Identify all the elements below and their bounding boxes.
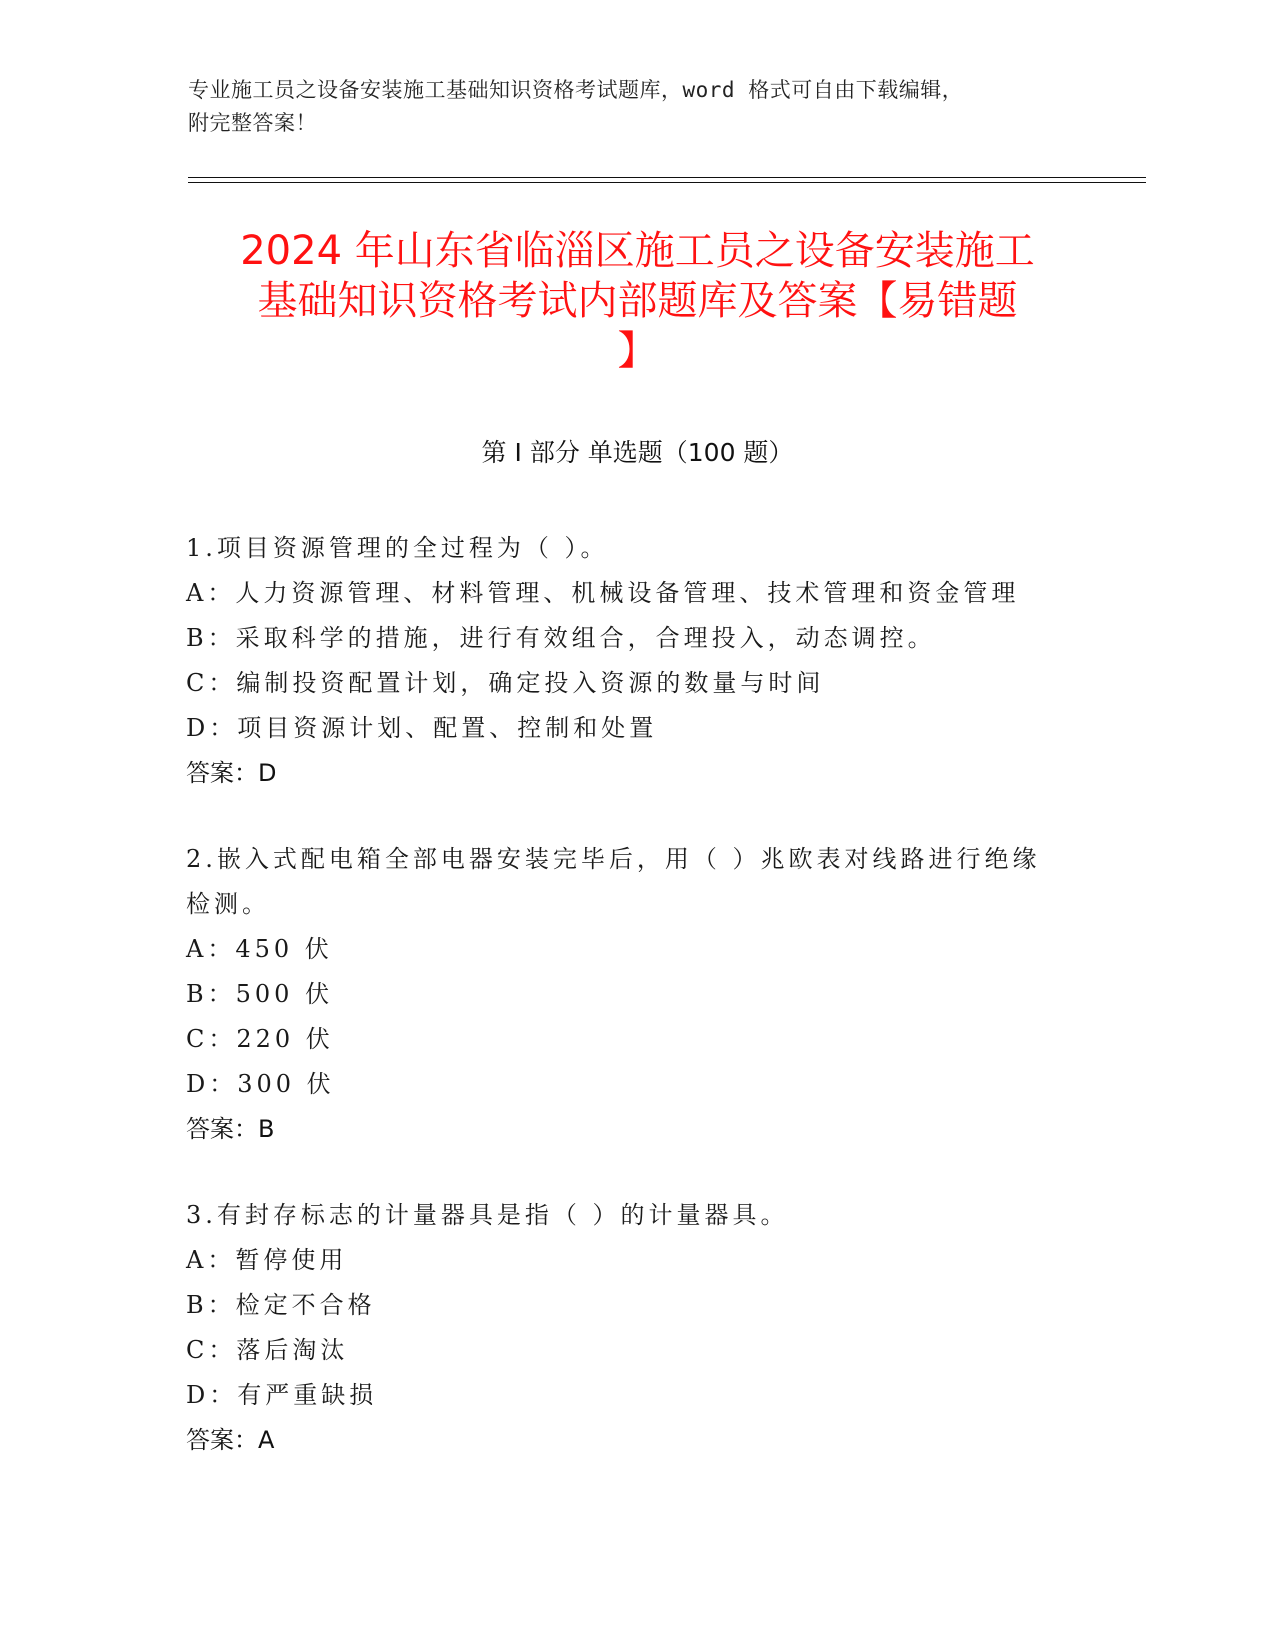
question-stem-continued: 检测。: [186, 890, 270, 918]
option-d: D：300 伏: [186, 1070, 335, 1098]
header-note-line: 专业施工员之设备安装施工基础知识资格考试题库，word 格式可自由下载编辑，: [188, 78, 964, 102]
question-stem: 2.嵌入式配电箱全部电器安装完毕后，用（ ）兆欧表对线路进行绝缘: [186, 845, 1041, 873]
option-d: D：项目资源计划、配置、控制和处置: [186, 714, 658, 742]
section-title: 第 I 部分 单选题（100 题）: [481, 438, 794, 467]
answer-line: 答案：D: [186, 759, 277, 787]
question-stem: 3.有封存标志的计量器具是指（ ）的计量器具。: [186, 1201, 789, 1229]
option-c: C：编制投资配置计划，确定投入资源的数量与时间: [186, 669, 825, 697]
option-c: C：落后淘汰: [186, 1336, 349, 1364]
document-title-line: 基础知识资格考试内部题库及答案【易错题: [257, 278, 1018, 324]
question-item: [186, 837, 1086, 1152]
header-note: [188, 74, 1088, 140]
answer-line: 答案：A: [186, 1426, 275, 1454]
answer-line: 答案：B: [186, 1115, 275, 1143]
document-title-line: 】: [617, 328, 658, 374]
option-a: A：人力资源管理、材料管理、机械设备管理、技术管理和资金管理: [186, 579, 1020, 607]
header-note-line: 附完整答案！: [188, 111, 317, 135]
option-a: A：450 伏: [186, 935, 333, 963]
header-divider-bottom: [188, 182, 1146, 183]
header-divider-top: [188, 177, 1146, 178]
document-title: [150, 226, 1125, 376]
option-d: D：有严重缺损: [186, 1381, 378, 1409]
question-item: [186, 1193, 1086, 1463]
question-stem: 1.项目资源管理的全过程为（ ）。: [186, 534, 609, 562]
question-item: [186, 526, 1086, 796]
document-title-line: 2024 年山东省临淄区施工员之设备安装施工: [240, 228, 1035, 274]
option-b: B：检定不合格: [186, 1291, 376, 1319]
option-a: A：暂停使用: [186, 1246, 348, 1274]
option-b: B：采取科学的措施，进行有效组合，合理投入，动态调控。: [186, 624, 936, 652]
option-c: C：220 伏: [186, 1025, 334, 1053]
question-list: [186, 526, 1086, 1504]
option-b: B：500 伏: [186, 980, 334, 1008]
